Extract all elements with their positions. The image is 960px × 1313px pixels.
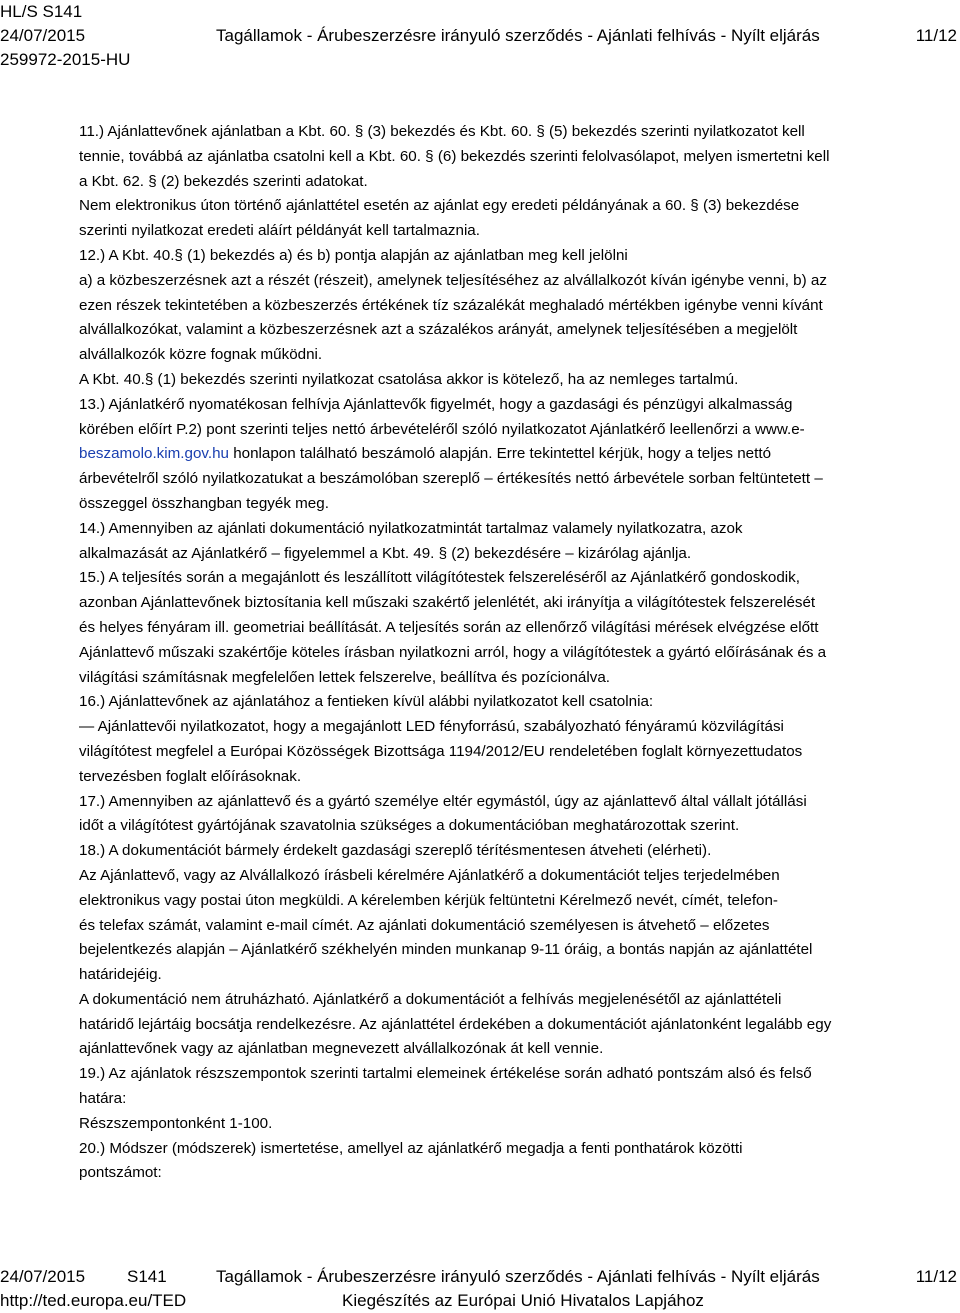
link-line-suffix: honlapon található beszámoló alapján. Erre tekintettel kérjük, hogy a teljes nettó [228,445,772,463]
beszamolo-link[interactable]: beszamolo.kim.gov.hu [79,445,229,463]
text-line: azonban Ajánlattevőnek biztosítania kell műszaki szakértő jelenlétét, aki irányítja a világítótestek felszerelését [79,594,816,612]
footer-supplement: Kiegészítés az Európai Unió Hivatalos Lapjához [342,1291,704,1310]
text-line: ezen részek tekintetében a közbeszerzés értékének tíz százalékát meghaladó mértékben igénybe venni kívánt [79,296,823,314]
text-line: 18.) A dokumentációt bármely érdekelt gazdasági szereplő térítésmentesen átveheti (elérheti). [79,842,712,860]
text-line: alkalmazását az Ajánlatkérő – figyelemmel a Kbt. 49. § (2) bekezdésére – kizárólag ajánlja. [79,544,692,562]
text-line: A dokumentáció nem átruházható. Ajánlatkérő a dokumentációt a felhívás megjelenésétől az ajánlattételi [79,990,782,1008]
header-page-number: 11/12 [915,26,957,45]
text-line: Nem elektronikus úton történő ajánlattétel esetén az ajánlat egy eredeti példányának a 60. § (3) bekezdése [79,197,800,215]
text-line: és helyes fényáram ill. geometriai beállítását. A teljesítés során az ellenőrző világítási mérések elvégzése előtt [79,618,819,636]
text-line: alvállalkozókat, valamint a közbeszerzésnek azt a százalékos arányát, amelynek teljesítésében a megjelölt [79,321,798,339]
text-line: 14.) Amennyiben az ajánlati dokumentáció nyilatkozatmintát tartalmaz valamely nyilatkozatra, azok [79,519,743,537]
page-header [0,0,960,72]
text-line: 20.) Módszer (módszerek) ismertetése, amellyel az ajánlatkérő megadja a fenti ponthatárok közötti [79,1139,743,1157]
text-line: ajánlattevőnek vagy az ajánlatban megnevezett alvállalkozónak át kell vennie. [79,1040,604,1058]
text-line: elektronikus vagy postai úton megküldi. A kérelemben kérjük feltüntetni Kérelmező nevét, címét, telefon- [79,891,778,909]
text-line: és telefax számát, valamint e-mail címét. Az ajánlati dokumentáció személyesen is átvehető – előzetes [79,916,770,934]
body-lines-before [79,120,959,442]
footer-row-1 [0,1265,960,1289]
text-line: határa: [79,1090,127,1108]
text-line: 12.) A Kbt. 40.§ (1) bekezdés a) és b) pontja alapján az ajánlatban meg kell jelölni [79,246,628,264]
footer-page-number: 11/12 [915,1267,957,1286]
footer-title: Tagállamok - Árubeszerzésre irányuló szerződés - Ajánlati felhívás - Nyílt eljárás [216,1267,820,1286]
footer-date: 24/07/2015 [0,1267,86,1286]
text-line: 17.) Amennyiben az ajánlattevő és a gyártó személye eltér egymástól, úgy az ajánlattevő által vállalt jótállási [79,792,807,810]
page-footer [0,1265,960,1313]
header-date: 24/07/2015 [0,26,86,45]
text-line: világítási számításnak megfelelően lettek felszerelve, beállítva és pozícionálva. [79,668,610,686]
text-line: 13.) Ajánlatkérő nyomatékosan felhívja Ajánlattevők figyelmét, hogy a gazdasági és pénzügyi alkalmasság [79,395,793,413]
header-row-2 [0,24,960,48]
text-line: körében előírt P.2) pont szerinti teljes nettó árbevételéről szóló nyilatkozatot Ajánlatkérő leellenőrzi a www.e- [79,420,805,438]
text-line: határidő lejártáig bocsátja rendelkezésre. Az ajánlattétel érdekében a dokumentációt ajánlatonként legalább egy [79,1015,832,1033]
text-line: Ajánlattevő műszaki szakértője köteles írásban nyilatkozni arról, hogy a világítótestek a gyártó előírásának és a [79,643,827,661]
text-line: alvállalkozók közre fognak működni. [79,346,323,364]
text-line: bejelentkezés alapján – Ajánlatkérő székhelyén minden munkanap 9-11 óráig, a bontás napján az ajánlattétel [79,941,813,959]
body-lines-after [79,467,959,1186]
text-line: időt a világítótest gyártójának szavatolnia szükséges a dokumentációban meghatározottak szerint. [79,817,740,835]
text-line: a) a közbeszerzésnek azt a részét (részeit), amelynek teljesítéséhez az alvállalkozót kíván igénybe venni, b) az [79,271,827,289]
footer-url-link[interactable]: http://ted.europa.eu/TED [0,1291,187,1310]
text-line: Részszempontonként 1-100. [79,1114,273,1132]
text-line: 11.) Ajánlattevőnek ajánlatban a Kbt. 60. § (3) bekezdés és Kbt. 60. § (5) bekezdés szerinti nyilatkozatot kell [79,123,805,140]
link-line [79,442,959,467]
footer-row-2 [0,1289,960,1313]
text-line: pontszámot: [79,1164,162,1182]
text-line: 15.) A teljesítés során a megajánlott és leszállított világítótestek felszereléséről az Ajánlatkérő gondoskodik, [79,569,800,587]
text-line: 19.) Az ajánlatok részszempontok szerinti tartalmi elemeinek értékelése során adható pontszám alsó és felső [79,1065,812,1083]
text-line: 16.) Ajánlattevőnek az ajánlatához a fentieken kívül alábbi nyilatkozatot kell csatolnia: [79,693,654,711]
text-line: határidejéig. [79,966,162,984]
header-series: HL/S S141 [0,2,83,21]
text-line: árbevételről szóló nyilatkozatukat a beszámolóban szereplő – értékesítés nettó árbevétele sorban feltüntetett – [79,470,823,488]
text-line: Az Ajánlattevő, vagy az Alvállalkozó írásbeli kérelmére Ajánlatkérő a dokumentációt teljes terjedelmében [79,866,780,884]
footer-series: S141 [127,1267,167,1286]
text-line: a Kbt. 62. § (2) bekezdés szerinti adatokat. [79,172,368,190]
text-line: összeggel összhangban tegyék meg. [79,494,329,512]
text-line: szerinti nyilatkozat eredeti aláírt példányát kell tartalmaznia. [79,222,480,240]
text-line: tervezésben foglalt előírásoknak. [79,767,302,785]
document-body [79,120,959,1186]
text-line: — Ajánlattevői nyilatkozatot, hogy a megajánlott LED fényforrású, szabályozható fényáramú közvilágítási [79,718,784,736]
header-row-1 [0,0,960,24]
header-title: Tagállamok - Árubeszerzésre irányuló szerződés - Ajánlati felhívás - Nyílt eljárás [216,26,820,45]
text-line: A Kbt. 40.§ (1) bekezdés szerinti nyilatkozat csatolása akkor is kötelező, ha az nemleges tartalmú. [79,370,739,388]
text-line: világítótest megfelel a Európai Közösségek Bizottsága 1194/2012/EU rendeletében foglalt környezettudatos [79,742,803,760]
text-line: tennie, továbbá az ajánlatba csatolni kell a Kbt. 60. § (6) bekezdés szerinti felolvasólapot, melyen ismertetni kell [79,147,830,165]
header-notice-id: 259972-2015-HU [0,50,131,69]
header-row-3 [0,48,960,72]
